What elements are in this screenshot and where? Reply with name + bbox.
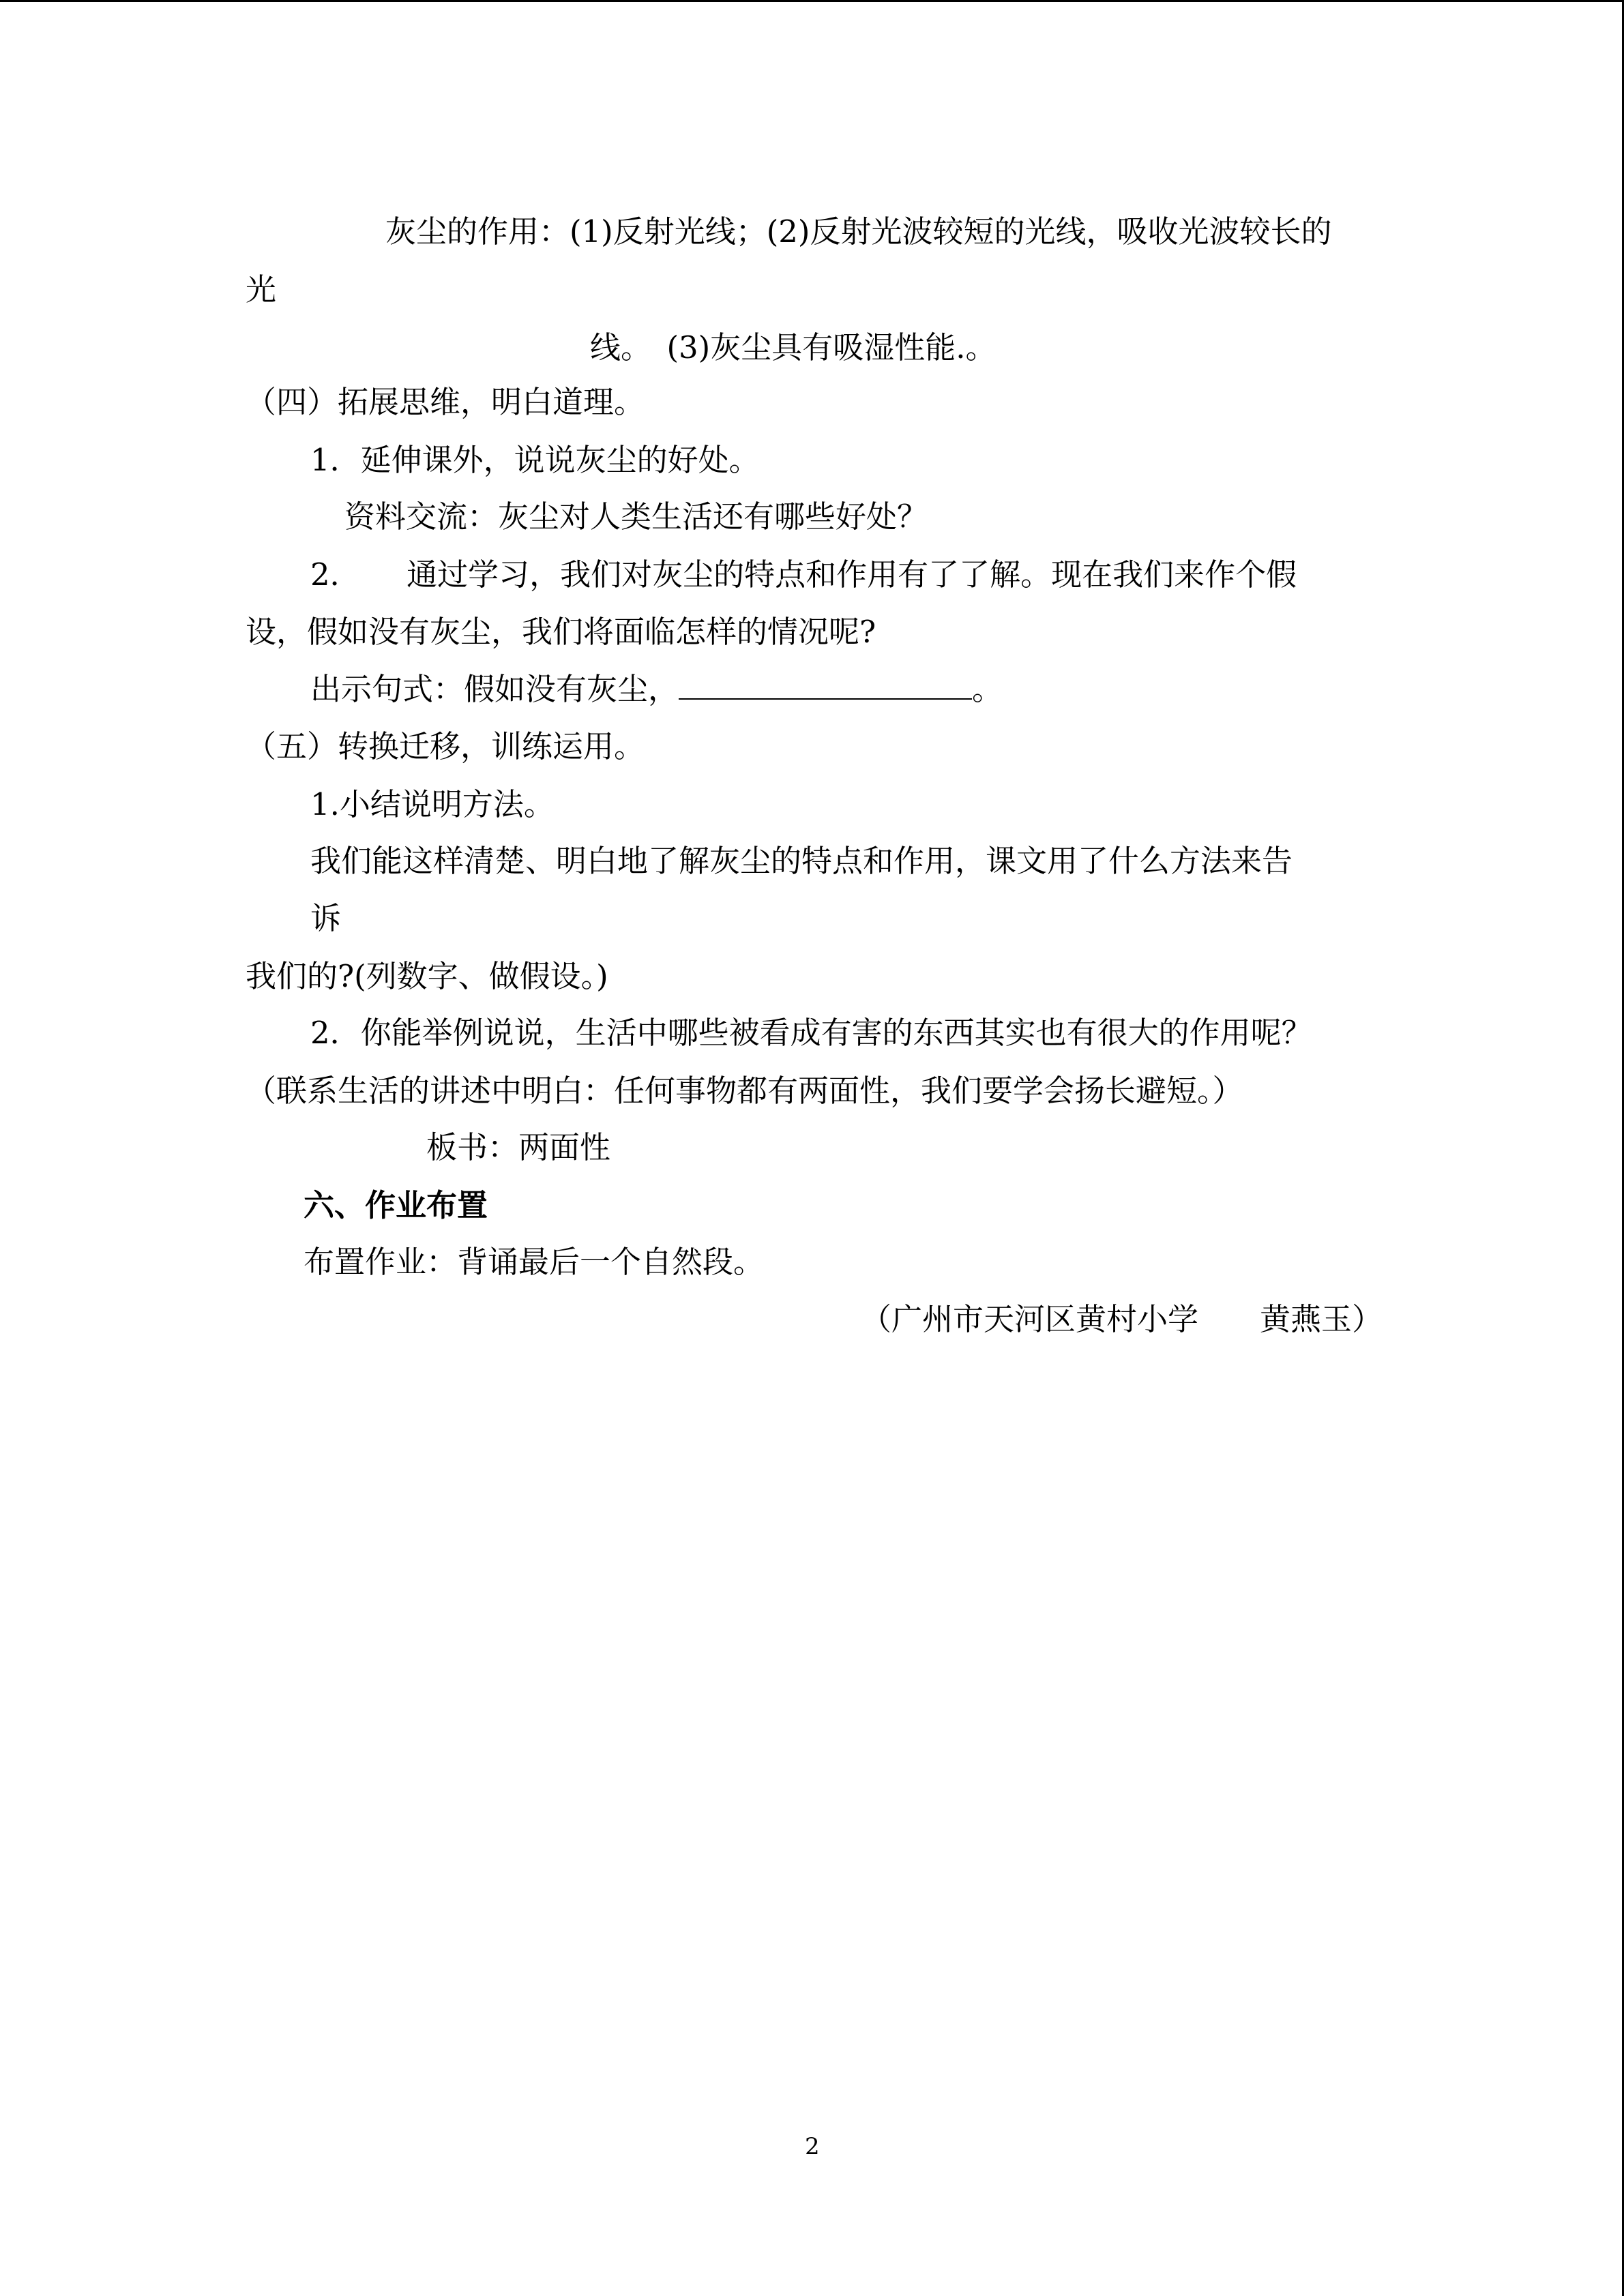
item-summary-method: 1.小结说明方法。 [310,786,555,822]
sentence-pattern-line [310,669,1003,710]
page-number: 2 [805,2133,820,2160]
blackboard-note: 板书：两面性 [426,1129,611,1165]
page-border-top [0,0,1624,2]
section-heading-5: （五）转换迁移，训练运用。 [246,728,645,764]
material-exchange-line: 资料交流：灰尘对人类生活还有哪些好处？ [344,498,928,535]
sentence-pattern-prefix: 出示句式：假如没有灰尘， [310,671,679,707]
dust-function-point-3: 线。 (3)灰尘具有吸湿性能.。 [590,329,996,366]
dust-function-continued: 光 [246,271,277,308]
fill-in-blank [679,671,972,700]
homework-assignment: 布置作业：背诵最后一个自然段。 [304,1244,765,1280]
summary-question-continued: 诉 [310,900,342,936]
summary-question: 我们能这样清楚、明白地了解灰尘的特点和作用，课文用了什么方法来告 [310,843,1293,879]
item-hypothesis: 2． 通过学习，我们对灰尘的特点和作用有了了解。现在我们来作个假 [310,556,1297,593]
hypothesis-continued: 设，假如没有灰尘，我们将面临怎样的情况呢? [246,614,876,650]
sentence-pattern-suffix: 。 [972,671,1003,707]
section-heading-4: （四）拓展思维，明白道理。 [246,384,645,420]
author-signature: （广州市天河区黄村小学 黄燕玉） [861,1301,1383,1337]
dust-function-line: 灰尘的作用：(1)反射光线；(2)反射光波较短的光线，吸收光波较长的 [385,213,1332,250]
item-examples: 2．你能举例说说，生活中哪些被看成有害的东西其实也有很大的作用呢？ [310,1015,1312,1051]
section-heading-homework: 六、作业布置 [304,1187,488,1223]
two-sides-explanation: （联系生活的讲述中明白：任何事物都有两面性，我们要学会扬长避短。） [246,1073,1243,1109]
summary-answer: 我们的?(列数字、做假设。) [246,958,608,994]
item-extend-class: 1．延伸课外，说说灰尘的好处。 [310,442,760,478]
